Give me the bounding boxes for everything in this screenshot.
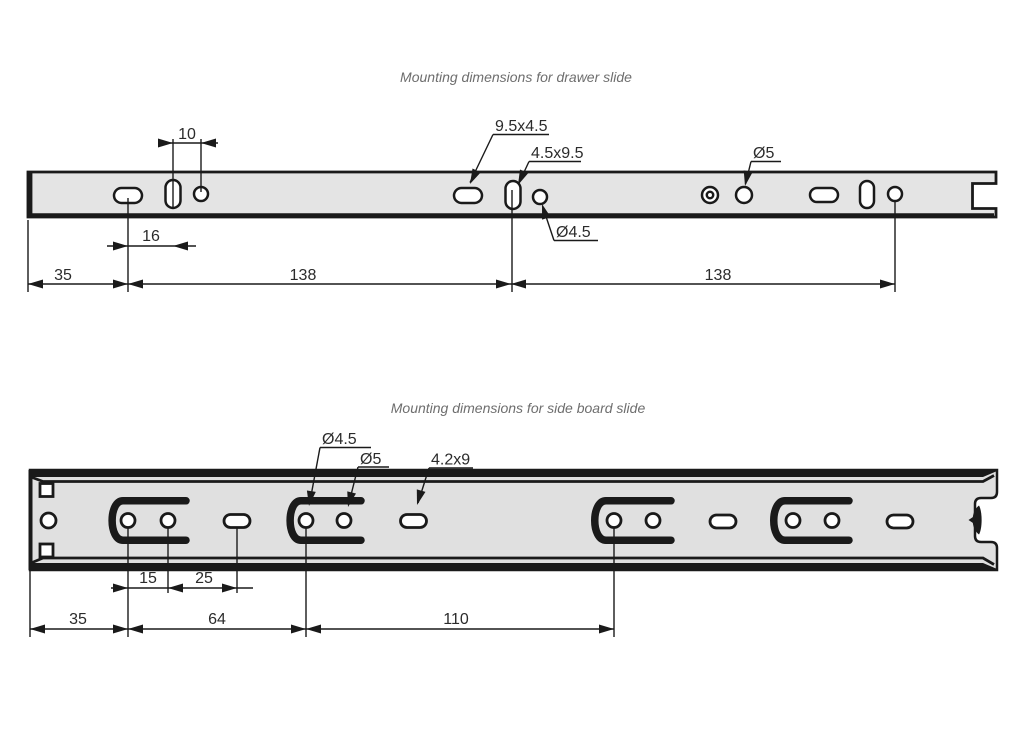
drawer-slide-diagram	[27, 69, 996, 292]
hole-ring-inner	[707, 192, 713, 198]
dim-label-35: 35	[54, 267, 72, 284]
dim-label-10: 10	[178, 126, 196, 143]
dim-arrow	[158, 139, 173, 148]
callout-label-9-5x4-5: 9.5x4.5	[495, 118, 548, 135]
rail-top-fold	[30, 469, 996, 477]
hole-round-small	[121, 514, 135, 528]
hole-round-large	[337, 514, 351, 528]
callout-label-4-5x9-5: 4.5x9.5	[531, 145, 584, 162]
diagram-title: Mounting dimensions for drawer slide	[400, 69, 632, 85]
slot-oblong-vertical	[860, 181, 874, 208]
slot-oblong	[710, 515, 736, 528]
dim-arrow	[306, 625, 321, 634]
notch-square	[40, 484, 53, 497]
dim-arrow	[222, 584, 237, 593]
slot-oblong-horizontal	[810, 188, 838, 202]
callout-label-dia5: Ø5	[753, 145, 775, 162]
slot-oblong	[401, 515, 427, 528]
notch-square	[40, 544, 53, 557]
dim-arrow	[496, 280, 511, 289]
callout-label-dia4-5: Ø4.5	[322, 431, 357, 448]
dim-label-64: 64	[208, 611, 226, 628]
dim-label-138-right: 138	[704, 267, 732, 284]
dim-arrow	[880, 280, 895, 289]
hole-round-large	[161, 514, 175, 528]
dim-label-138-left: 138	[289, 267, 317, 284]
callout-label-4-2x9: 4.2x9	[431, 451, 471, 469]
dim-arrow	[30, 625, 45, 634]
dim-arrow	[113, 625, 128, 634]
side-board-slide-diagram	[30, 400, 997, 637]
slot-oblong	[224, 515, 250, 528]
hole-round-large	[736, 187, 752, 203]
hole-round-small	[888, 187, 902, 201]
dim-arrow	[128, 625, 143, 634]
dim-arrow	[113, 584, 128, 593]
hole-round	[41, 513, 56, 528]
dim-arrow	[173, 242, 188, 251]
hole-round-small	[607, 514, 621, 528]
dim-arrow	[113, 242, 128, 251]
dim-arrow	[511, 280, 526, 289]
hole-round-large	[825, 514, 839, 528]
dim-arrow	[291, 625, 306, 634]
dim-label-16: 16	[142, 228, 160, 245]
hole-round-small	[533, 190, 547, 204]
callout-label-dia5: Ø5	[360, 451, 382, 468]
dim-arrow	[28, 280, 43, 289]
dim-arrow	[128, 280, 143, 289]
rail-end-cap	[27, 172, 33, 218]
dim-label-110: 110	[443, 611, 469, 628]
hole-round-small	[786, 514, 800, 528]
dim-arrow	[201, 139, 216, 148]
dim-arrow	[113, 280, 128, 289]
dim-arrow	[599, 625, 614, 634]
slot-oblong	[887, 515, 913, 528]
hole-round-large	[646, 514, 660, 528]
slot-oblong-vertical	[506, 181, 521, 209]
rail-bottom-fold	[30, 563, 996, 571]
slot-oblong-horizontal	[454, 188, 482, 203]
dim-label-15: 15	[139, 570, 157, 587]
dim-label-25: 25	[195, 570, 213, 587]
dim-label-35: 35	[69, 611, 87, 628]
callout-label-dia4-5: Ø4.5	[556, 224, 591, 241]
dim-arrow	[168, 584, 183, 593]
diagram-title: Mounting dimensions for side board slide	[390, 400, 646, 416]
hole-round-small	[299, 514, 313, 528]
